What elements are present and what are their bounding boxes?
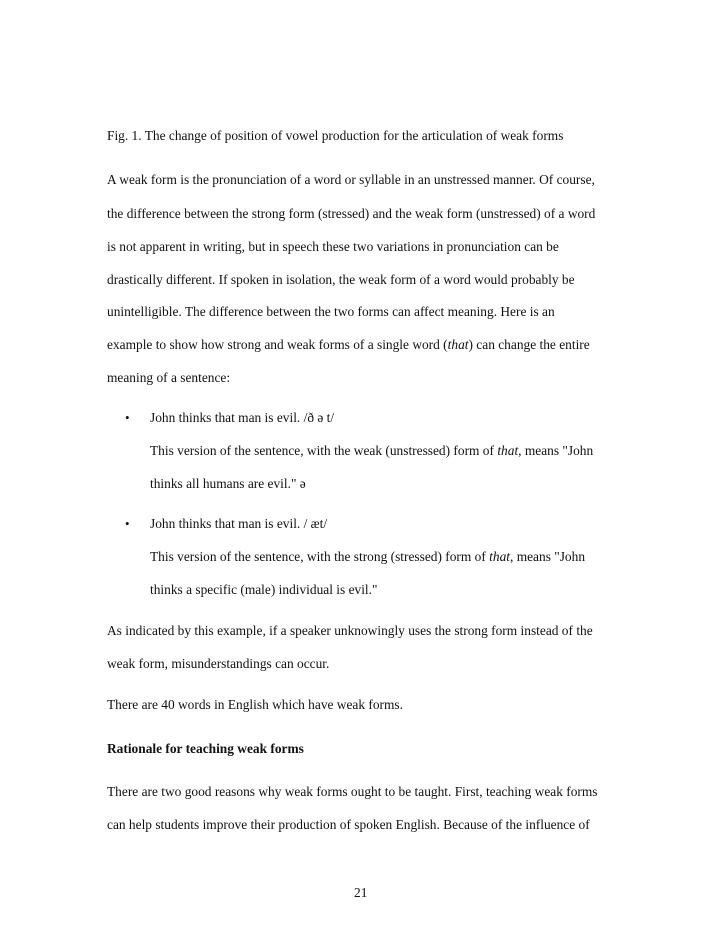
text-line: weak form, misunderstandings can occur. bbox=[107, 656, 330, 671]
bullet-marker: • bbox=[125, 516, 130, 531]
page-number: 21 bbox=[354, 885, 368, 900]
text-segment: example to show how strong and weak forms of a single word ( bbox=[107, 337, 448, 352]
bullet-sentence: John thinks that man is evil. / æt/ bbox=[150, 516, 328, 531]
text-line: the difference between the strong form (stressed) and the weak form (unstressed) of a word bbox=[107, 206, 596, 221]
bullet-explanation-line bbox=[150, 549, 585, 565]
bullet-sentence: John thinks that man is evil. /ð ə t/ bbox=[150, 410, 335, 425]
bullet-explanation-line: thinks all humans are evil." ə bbox=[150, 476, 306, 491]
italic-word: that bbox=[489, 549, 510, 564]
bullet-explanation-line bbox=[150, 443, 593, 459]
bullet-marker: • bbox=[125, 410, 130, 425]
text-line: can help students improve their production of spoken English. Because of the influence of bbox=[107, 817, 590, 832]
text-line: unintelligible. The difference between the two forms can affect meaning. Here is an bbox=[107, 304, 555, 319]
text-line: is not apparent in writing, but in speech these two variations in pronunciation can be bbox=[107, 239, 559, 254]
bullet-explanation-line: thinks a specific (male) individual is evil." bbox=[150, 582, 378, 597]
text-line: meaning of a sentence: bbox=[107, 370, 231, 385]
text-line: As indicated by this example, if a speaker unknowingly uses the strong form instead of the bbox=[107, 623, 593, 638]
text-line: drastically different. If spoken in isolation, the weak form of a word would probably be bbox=[107, 272, 575, 287]
text-segment: , means "John bbox=[518, 443, 594, 458]
text-segment: ) can change the entire bbox=[468, 337, 590, 352]
paragraph-word-count: There are 40 words in English which have weak forms. bbox=[107, 697, 403, 712]
text-line: There are two good reasons why weak forms ought to be taught. First, teaching weak forms bbox=[107, 784, 598, 799]
text-line: A weak form is the pronunciation of a word or syllable in an unstressed manner. Of course, bbox=[107, 172, 595, 187]
figure-caption: Fig. 1. The change of position of vowel production for the articulation of weak forms bbox=[107, 128, 564, 143]
text-segment: , means "John bbox=[510, 549, 586, 564]
text-segment: This version of the sentence, with the weak (unstressed) form of bbox=[150, 443, 498, 458]
text-segment: This version of the sentence, with the strong (stressed) form of bbox=[150, 549, 490, 564]
italic-word: that bbox=[497, 443, 519, 458]
italic-word: that bbox=[447, 337, 469, 352]
section-heading: Rationale for teaching weak forms bbox=[107, 741, 304, 756]
text-line bbox=[107, 337, 590, 353]
